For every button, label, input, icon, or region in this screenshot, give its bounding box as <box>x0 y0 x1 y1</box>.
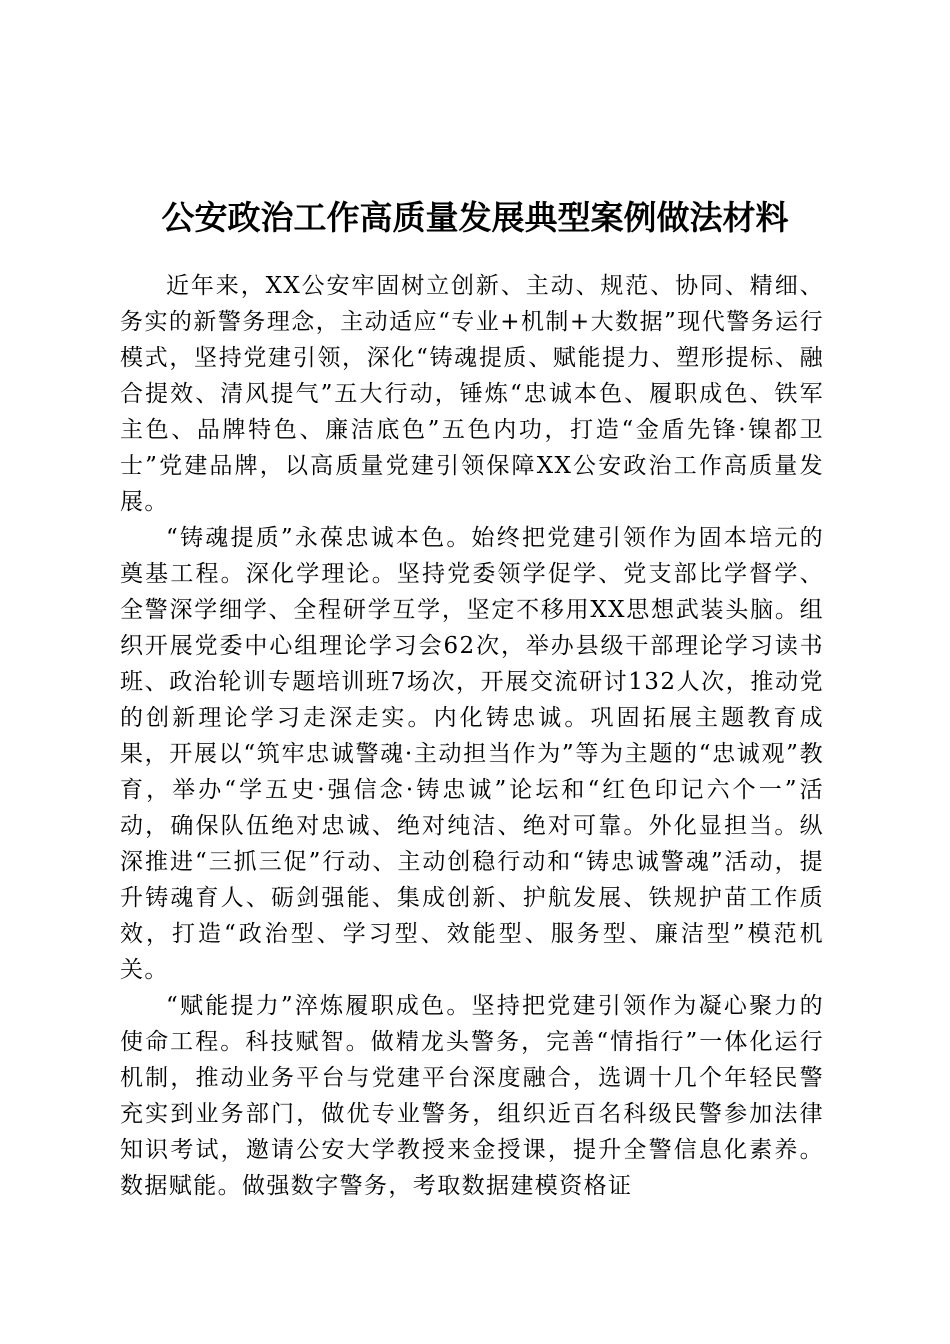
document-body <box>120 268 824 1204</box>
document-title: 公安政治工作高质量发展典型案例做法材料 <box>161 198 789 237</box>
paragraph-loyalty: “铸魂提质”永葆忠诚本色。始终把党建引领作为固本培元的奠基工程。深化学理论。坚持党委领学促学、党支部比学督学、全警深学细学、全程研学互学，坚定不移用XX思想武装头脑。组织开展党委中心组理论学习会62次，举办县级干部理论学习读书班、政治轮训专题培训班7场次，开展交流研讨132人次，推动党的创新理论学习走深走实。内化铸忠诚。巩固拓展主题教育成果，开展以“筑牢忠诚警魂·主动担当作为”等为主题的“忠诚观”教育，举办“学五史·强信念·铸忠诚”论坛和“红色印记六个一”活动，确保队伍绝对忠诚、绝对纯洁、绝对可靠。外化显担当。纵深推进“三抓三促”行动、主动创稳行动和“铸忠诚警魂”活动，提升铸魂育人、砺剑强能、集成创新、护航发展、铁规护苗工作质效，打造“政治型、学习型、效能型、服务型、廉洁型”模范机关。 <box>120 525 824 983</box>
paragraph-empowerment: “赋能提力”淬炼履职成色。坚持把党建引领作为凝心聚力的使命工程。科技赋智。做精龙头警务，完善“情指行”一体化运行机制，推动业务平台与党建平台深度融合，选调十几个年轻民警充实到业务部门，做优专业警务，组织近百名科级民警参加法律知识考试，邀请公安大学教授来金授课，提升全警信息化素养。数据赋能。做强数字警务，考取数据建模资格证 <box>120 993 824 1199</box>
paragraph-intro: 近年来，XX公安牢固树立创新、主动、规范、协同、精细、务实的新警务理念，主动适应“专业+机制+大数据”现代警务运行模式，坚持党建引领，深化“铸魂提质、赋能提力、塑形提标、融合提效、清风提气”五大行动，锤炼“忠诚本色、履职成色、铁军主色、品牌特色、廉洁底色”五色内功，打造“金盾先锋·镍都卫士”党建品牌，以高质量党建引领保障XX公安政治工作高质量发展。 <box>120 273 824 515</box>
